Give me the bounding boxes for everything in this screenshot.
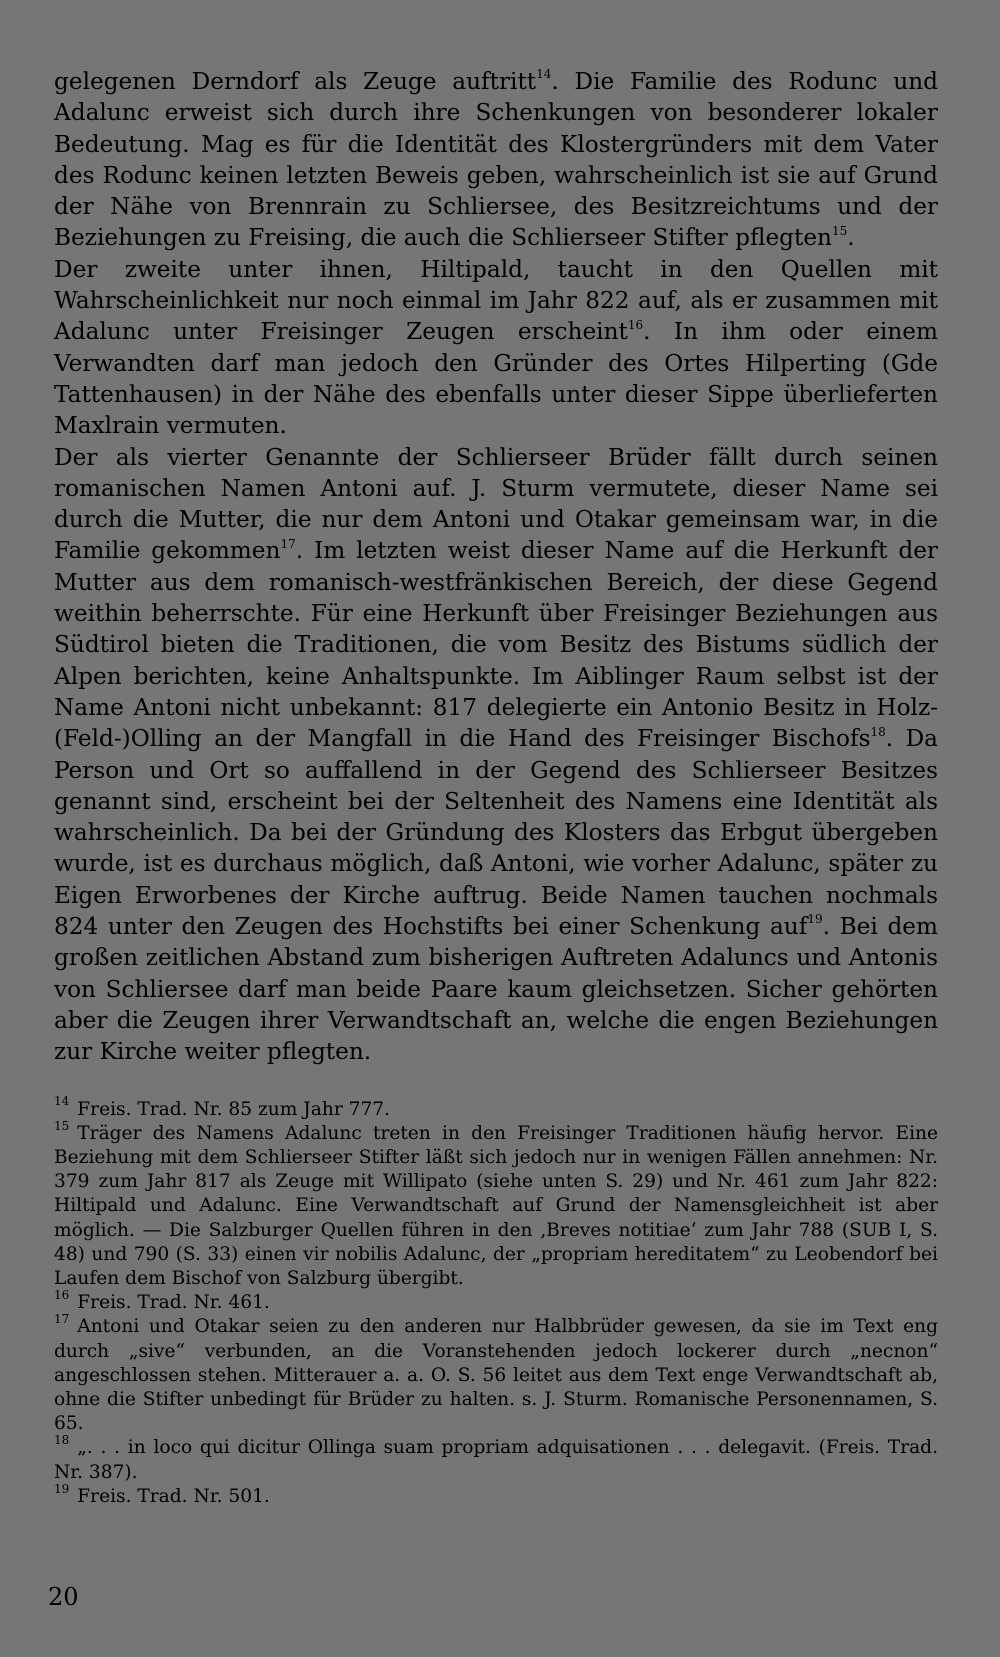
- footnote-17: [54, 1312, 938, 1436]
- footnote-text: Freis. Trad. Nr. 85 zum Jahr 777.: [77, 1098, 391, 1120]
- footnote-number: 18: [54, 1433, 70, 1448]
- footnote-ref-17[interactable]: 17: [280, 536, 296, 551]
- footnote-ref-15[interactable]: 15: [832, 223, 848, 238]
- footnote-16: [54, 1287, 938, 1315]
- footnote-ref-19[interactable]: 19: [807, 912, 823, 927]
- footnote-text: „. . . in loco qui dicitur Ollinga suam propriam adquisationen . . . delegavit. (Freis. Trad. Nr. 387).: [54, 1437, 938, 1483]
- page-number: 20: [48, 1583, 79, 1611]
- paragraph-2: [54, 254, 938, 442]
- footnote-number: 15: [54, 1118, 70, 1133]
- footnote-number: 14: [54, 1094, 70, 1109]
- text-segment: . Da Person und Ort so auffallend in der Gegend des Schlierseer Besitzes genannt sind, erscheint bei der Seltenheit des Namens eine Identität als wahrscheinlich. Da bei der Gründung des Klosters das Erbgut übergeben wurde, ist es durchaus möglich, daß Antoni, wie vorher Adalunc, später zu Eigen Erworbenes der Kirche auftrug. Beide Namen tauchen nochmals 824 unter den Zeugen des Hochstifts bei einer Schenkung auf: [54, 725, 938, 941]
- footnote-14: [54, 1094, 938, 1122]
- footnote-18: [54, 1433, 938, 1484]
- footnote-15: [54, 1118, 938, 1291]
- footnote-number: 17: [54, 1312, 70, 1327]
- footnote-text: Freis. Trad. Nr. 501.: [77, 1485, 270, 1507]
- footnote-number: 16: [54, 1287, 70, 1302]
- paragraph-1: [54, 66, 938, 254]
- text-segment: . Im letzten weist dieser Name auf die Herkunft der Mutter aus dem romanisch-westfränkischen Bereich, der diese Gegend weithin beherrschte. Für eine Herkunft über Freisinger Beziehungen aus Südtirol bieten die Traditionen, die vom Besitz des Bistums südlich der Alpen berichten, keine Anhaltspunkte. Im Aiblinger Raum selbst ist der Name Antoni nicht unbekannt: 817 delegierte ein Antonio Besitz in Holz- (Feld-)Olling an der Mangfall in die Hand des Freisinger Bischofs: [54, 537, 939, 753]
- footnote-number: 19: [54, 1481, 70, 1496]
- text-segment: gelegenen Derndorf als Zeuge auftritt: [54, 68, 537, 95]
- text-segment: Der zweite unter ihnen, Hiltipald, taucht in den Quellen mit Wahrscheinlichkeit nur noch einmal im Jahr 822 auf, als er zusammen mit Adalunc unter Freisinger Zeugen erscheint: [54, 255, 938, 346]
- text-segment: Der als vierter Genannte der Schlierseer Brüder fällt durch seinen romanischen Namen Antoni auf. J. Sturm vermutete, dieser Name sei durch die Mutter, die nur dem Antoni und Otakar gemeinsam war, in die Familie gekommen: [54, 443, 938, 565]
- footnote-text: Antoni und Otakar seien zu den anderen nur Halbbrüder gewesen, da sie im Text eng durch „sive“ verbunden, an die Voranstehenden jedoch lockerer durch „necnon“ angeschlossen stehen. Mitterauer a. a. O. S. 56 leitet aus dem Text enge Verwandtschaft ab, ohne die Stifter unbedingt für Brüder zu halten. s. J. Sturm. Romanische Personennamen, S. 65.: [54, 1316, 938, 1435]
- footnotes-section: [54, 1094, 938, 1509]
- text-segment: . Die Familie des Rodunc und Adalunc erweist sich durch ihre Schenkungen von besonderer lokaler Bedeutung. Mag es für die Identität des Klostergründers mit dem Vater des Rodunc keinen letzten Beweis geben, wahrscheinlich ist sie auf Grund der Nähe von Brennrain zu Schliersee, des Besitzreichtums und der Beziehungen zu Freising, die auch die Schlierseer Stifter pflegten: [54, 68, 938, 252]
- text-segment: .: [847, 224, 855, 252]
- text-segment: . In ihm oder einem Verwandten darf man jedoch den Gründer des Ortes Hilperting (Gde Tattenhausen) in der Nähe des ebenfalls unter dieser Sippe überlieferten Maxlrain vermuten.: [54, 318, 938, 440]
- footnote-text: Träger des Namens Adalunc treten in den Freisinger Traditionen häufig hervor. Eine Beziehung mit dem Schlierseer Stifter läßt sich jedoch nur in wenigen Fällen annehmen: Nr. 379 zum Jahr 817 als Zeuge mit Willipato (siehe unten S. 29) und Nr. 461 zum Jahr 822: Hiltipald und Adalunc. Eine Verwandtschaft auf Grund der Namensgleichheit ist aber möglich. — Die Salzburger Quellen führen in den ‚Breves notitiae‘ zum Jahr 788 (SUB I, S. 48) und 790 (S. 33) einen vir nobilis Adalunc, der „propriam hereditatem“ zu Leobendorf bei Laufen dem Bischof von Salzburg übergibt.: [54, 1122, 938, 1289]
- text-segment: . Bei dem großen zeitlichen Abstand zum bisherigen Auftreten Adaluncs und Antonis von Schliersee darf man beide Paare kaum gleichsetzen. Sicher gehörten aber die Zeugen ihrer Verwandtschaft an, welche die engen Beziehungen zur Kirche weiter pflegten.: [54, 913, 938, 1066]
- footnote-ref-14[interactable]: 14: [536, 67, 552, 82]
- footnote-text: Freis. Trad. Nr. 461.: [77, 1292, 270, 1314]
- body-text: [54, 66, 938, 1068]
- footnote-ref-16[interactable]: 16: [627, 317, 644, 332]
- paragraph-3: [54, 442, 938, 1068]
- footnote-19: [54, 1481, 938, 1509]
- book-page: [54, 66, 938, 1626]
- footnote-ref-18[interactable]: 18: [870, 724, 886, 739]
